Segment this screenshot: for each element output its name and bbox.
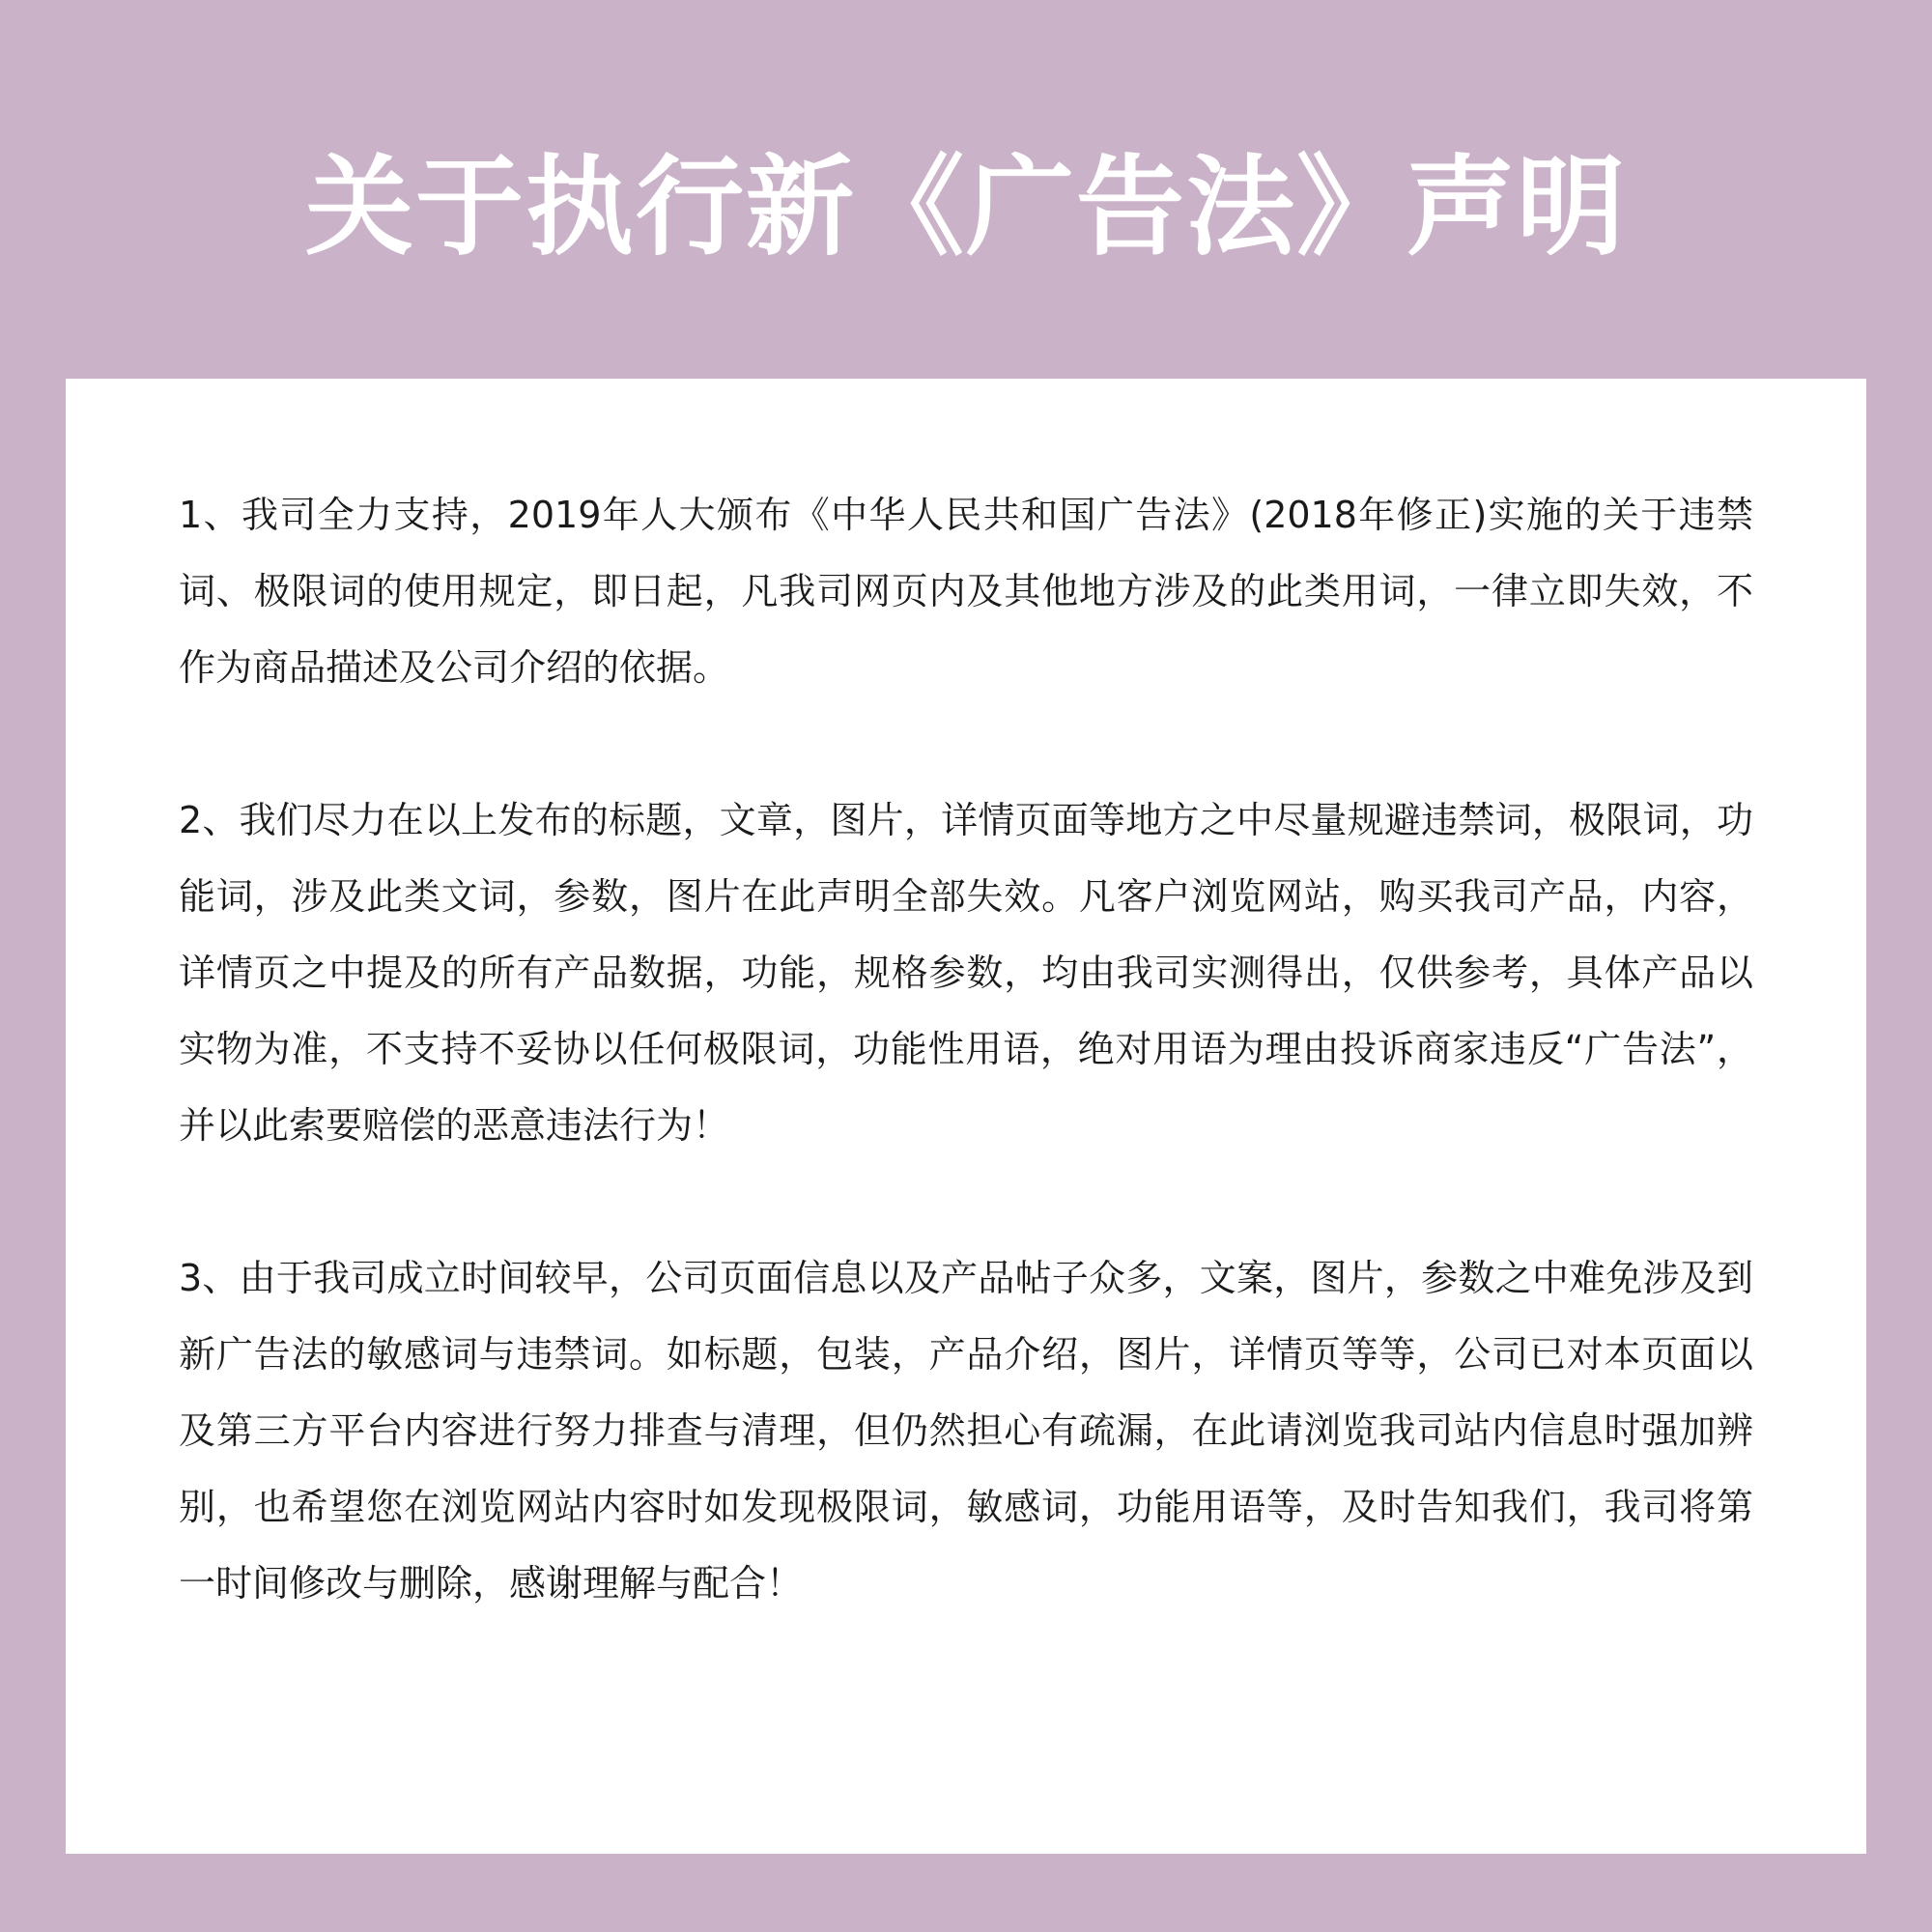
statement-paragraph-1: 1、我司全力支持，2019年人大颁布《中华人民共和国广告法》(2018年修正)实施的关于违禁词、极限词的使用规定，即日起，凡我司网页内及其他地方涉及的此类用词，一律立即失效，不作为商品描述及公司介绍的依据。 <box>179 494 1753 689</box>
page-title: 关于执行新《广告法》声明 <box>305 145 1627 270</box>
statement-paragraph-3: 3、由于我司成立时间较早，公司页面信息以及产品帖子众多，文案，图片，参数之中难免涉及到新广告法的敏感词与违禁词。如标题，包装，产品介绍，图片，详情页等等，公司已对本页面以及第三方平台内容进行努力排查与清理，但仍然担心有疏漏，在此请浏览我司站内信息时强加辨别，也希望您在浏览网站内容时如发现极限词，敏感词，功能用语等，及时告知我们，我司将第一时间修改与删除，感谢理解与配合！ <box>179 1257 1753 1605</box>
statement-panel <box>66 379 1866 1854</box>
statement-content <box>179 477 1753 1622</box>
statement-paragraph-2: 2、我们尽力在以上发布的标题，文章，图片，详情页面等地方之中尽量规避违禁词，极限词，功能词，涉及此类文词，参数，图片在此声明全部失效。凡客户浏览网站，购买我司产品，内容，详情页之中提及的所有产品数据，功能，规格参数，均由我司实测得出，仅供参考，具体产品以实物为准，不支持不妥协以任何极限词，功能性用语，绝对用语为理由投诉商家违反“广告法”，并以此索要赔偿的恶意违法行为！ <box>179 799 1753 1147</box>
